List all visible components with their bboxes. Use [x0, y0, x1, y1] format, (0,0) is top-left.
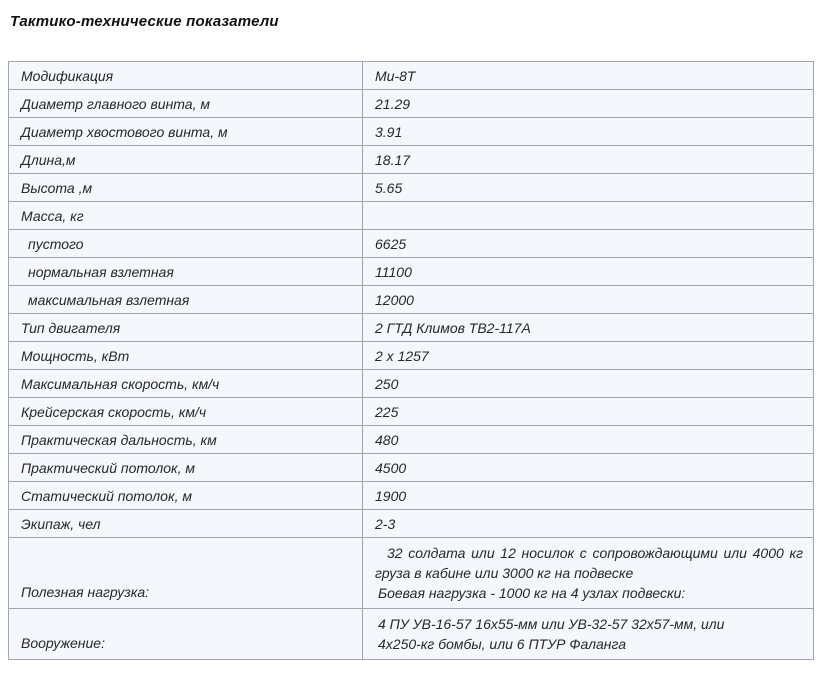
table-row: [9, 482, 814, 510]
spec-label: Диаметр хвостового винта, м: [9, 118, 363, 146]
spec-label: Статический потолок, м: [9, 482, 363, 510]
table-row: [9, 510, 814, 538]
spec-label: Высота ,м: [9, 174, 363, 202]
spec-label: Практический потолок, м: [9, 454, 363, 482]
spec-label-sub: нормальная взлетная: [9, 258, 363, 286]
table-row: [9, 342, 814, 370]
spec-value: 2-3: [363, 510, 814, 538]
value-line: 32 солдата или 12 носилок с сопровождающими или 4000 кг: [387, 545, 803, 561]
spec-value: 3.91: [363, 118, 814, 146]
spec-label-group: Масса, кг: [9, 202, 363, 230]
table-row: [9, 62, 814, 90]
table-row: [9, 538, 814, 609]
spec-value: 2 ГТД Климов ТВ2-117А: [363, 314, 814, 342]
spec-label-sub: максимальная взлетная: [9, 286, 363, 314]
value-line: Боевая нагрузка - 1000 кг на 4 узлах подвески:: [378, 585, 686, 601]
table-row: [9, 314, 814, 342]
spec-table: [8, 61, 814, 660]
table-row: [9, 90, 814, 118]
spec-value: 1900: [363, 482, 814, 510]
spec-label: Модификация: [9, 62, 363, 90]
spec-value: 12000: [363, 286, 814, 314]
table-row: [9, 609, 814, 660]
spec-value: 18.17: [363, 146, 814, 174]
table-row: [9, 454, 814, 482]
value-line: 4 ПУ УВ-16-57 16х55-мм или УВ-32-57 32х57-мм, или: [378, 616, 725, 632]
table-row: [9, 286, 814, 314]
spec-value: 5.65: [363, 174, 814, 202]
spec-value: 4500: [363, 454, 814, 482]
table-row: [9, 258, 814, 286]
table-row: [9, 398, 814, 426]
value-line: груза в кабине или 3000 кг на подвеске: [375, 565, 634, 581]
table-row: [9, 370, 814, 398]
spec-label: Крейсерская скорость, км/ч: [9, 398, 363, 426]
spec-value: 6625: [363, 230, 814, 258]
spec-value: 2 х 1257: [363, 342, 814, 370]
spec-label: Диаметр главного винта, м: [9, 90, 363, 118]
value-line: 4х250-кг бомбы, или 6 ПТУР Фаланга: [378, 636, 627, 652]
spec-label: Практическая дальность, км: [9, 426, 363, 454]
spec-label: Длина,м: [9, 146, 363, 174]
spec-label: Полезная нагрузка:: [9, 538, 363, 609]
spec-value: 21.29: [363, 90, 814, 118]
spec-value-multiline: [363, 538, 814, 609]
spec-label-sub: пустого: [9, 230, 363, 258]
spec-value: 225: [363, 398, 814, 426]
page-title: Тактико-технические показатели: [10, 13, 279, 30]
spec-value: Ми-8Т: [363, 62, 814, 90]
table-row: [9, 146, 814, 174]
spec-label: Вооружение:: [9, 609, 363, 660]
spec-value: 11100: [363, 258, 814, 286]
table-row: [9, 202, 814, 230]
spec-value-empty: [363, 202, 814, 230]
table-row: [9, 174, 814, 202]
table-row: [9, 118, 814, 146]
table-row: [9, 426, 814, 454]
spec-label: Максимальная скорость, км/ч: [9, 370, 363, 398]
table-row: [9, 230, 814, 258]
spec-value-multiline: [363, 609, 814, 660]
spec-label: Экипаж, чел: [9, 510, 363, 538]
spec-label: Тип двигателя: [9, 314, 363, 342]
spec-value: 250: [363, 370, 814, 398]
spec-label: Мощность, кВт: [9, 342, 363, 370]
spec-value: 480: [363, 426, 814, 454]
